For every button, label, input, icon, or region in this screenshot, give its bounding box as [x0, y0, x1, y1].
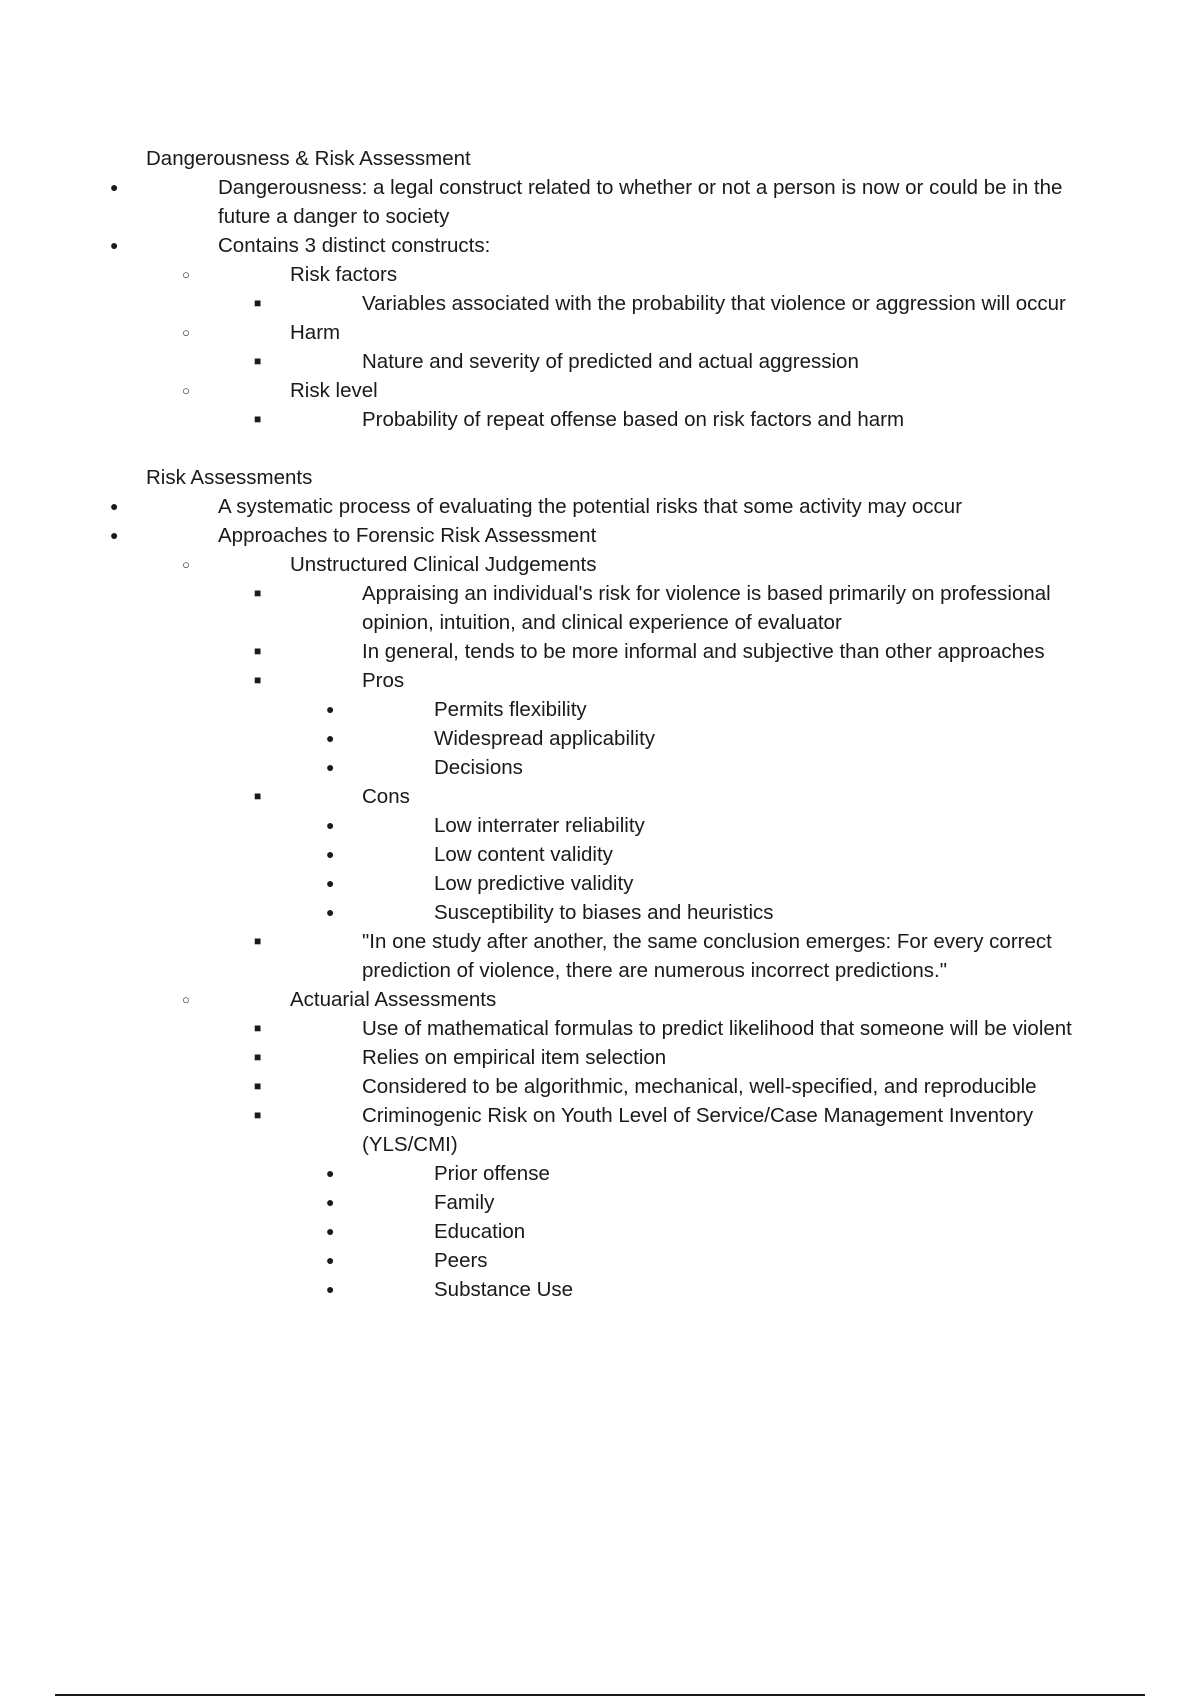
document-page	[146, 144, 1086, 1304]
list-item: ● Approaches to Forensic Risk Assessment ○ Unstructured Clinical Judgements ■ Appraising an individual's risk for violence is based primarily on professional opinion, intuition, and clinical experience of evaluator ■ In general, tends to be more informal and subjective than other approaches ■ Pros ● Permits flexibility ● Widespread applicability ● Decisions ■ Cons ● Low interrater reliability ● Low content validity ● Low predictive validity ● Susceptibility to biases and heuristics ■ "In one study after another, the same conclusion emerges: For every correct prediction of violence, there are numerous incorrect predictions." ○ Actuarial Assessments ■ Use of mathematical formulas to predict likelihood that someone will be violent ■ Relies on empirical item selection ■ Considered to be algorithmic, mechanical, well-specified, and reproducible ■ Criminogenic Risk on Youth Level of Service/Case Management Inventory (YLS/CMI) ● Prior offense ● Family ● Education ● Peers ● Substance Use	[146, 521, 1086, 1304]
list-item: ■ Variables associated with the probability that violence or aggression will occur	[290, 289, 1086, 318]
list-item: ● Low predictive validity	[362, 869, 1086, 898]
list-item: ● Low interrater reliability	[362, 811, 1086, 840]
list-item: ● Widespread applicability	[362, 724, 1086, 753]
section-title-dangerousness: Dangerousness & Risk Assessment	[146, 147, 471, 170]
list-item: ■ Pros ● Permits flexibility ● Widespread applicability ● Decisions	[290, 666, 1086, 782]
list-item: ● Family	[362, 1188, 1086, 1217]
list-item: ○ Unstructured Clinical Judgements ■ Appraising an individual's risk for violence is based primarily on professional opinion, intuition, and clinical experience of evaluator ■ In general, tends to be more informal and subjective than other approaches ■ Pros ● Permits flexibility ● Widespread applicability ● Decisions ■ Cons ● Low interrater reliability ● Low content validity ● Low predictive validity ● Susceptibility to biases and heuristics ■ "In one study after another, the same conclusion emerges: For every correct prediction of violence, there are numerous incorrect predictions."	[218, 550, 1086, 985]
list-item: ■ Relies on empirical item selection	[290, 1043, 1086, 1072]
risk-assessments-list	[146, 492, 1086, 1304]
list-item: ● Permits flexibility	[362, 695, 1086, 724]
list-item: ■ "In one study after another, the same conclusion emerges: For every correct prediction of violence, there are numerous incorrect predictions."	[290, 927, 1086, 985]
list-item: ■ Considered to be algorithmic, mechanical, well-specified, and reproducible	[290, 1072, 1086, 1101]
list-item: ● Substance Use	[362, 1275, 1086, 1304]
list-item: ● Dangerousness: a legal construct related to whether or not a person is now or could be in the future a danger to society	[146, 173, 1086, 231]
list-item: ○ Risk factors ■ Variables associated with the probability that violence or aggression will occur	[218, 260, 1086, 318]
footer-rule	[55, 1694, 1145, 1696]
list-item: ○ Risk level ■ Probability of repeat offense based on risk factors and harm	[218, 376, 1086, 434]
dangerousness-list	[146, 173, 1086, 434]
list-item: ● Education	[362, 1217, 1086, 1246]
list-item: ● A systematic process of evaluating the potential risks that some activity may occur	[146, 492, 1086, 521]
list-item: ● Contains 3 distinct constructs: ○ Risk factors ■ Variables associated with the probability that violence or aggression will occur ○ Harm ■ Nature and severity of predicted and actual aggression ○ Risk level ■ Probability of repeat offense based on risk factors and harm	[146, 231, 1086, 434]
section-title-risk-assessments: Risk Assessments	[146, 466, 313, 489]
list-item: ● Peers	[362, 1246, 1086, 1275]
list-item: ■ Nature and severity of predicted and actual aggression	[290, 347, 1086, 376]
list-item: ● Decisions	[362, 753, 1086, 782]
list-item: ○ Actuarial Assessments ■ Use of mathematical formulas to predict likelihood that someone will be violent ■ Relies on empirical item selection ■ Considered to be algorithmic, mechanical, well-specified, and reproducible ■ Criminogenic Risk on Youth Level of Service/Case Management Inventory (YLS/CMI) ● Prior offense ● Family ● Education ● Peers ● Substance Use	[218, 985, 1086, 1304]
list-item: ● Prior offense	[362, 1159, 1086, 1188]
list-item: ○ Harm ■ Nature and severity of predicted and actual aggression	[218, 318, 1086, 376]
list-item: ■ Cons ● Low interrater reliability ● Low content validity ● Low predictive validity ● Susceptibility to biases and heuristics	[290, 782, 1086, 927]
list-item: ■ Probability of repeat offense based on risk factors and harm	[290, 405, 1086, 434]
list-item: ■ Appraising an individual's risk for violence is based primarily on professional opinion, intuition, and clinical experience of evaluator	[290, 579, 1086, 637]
list-item: ● Low content validity	[362, 840, 1086, 869]
list-item: ■ Use of mathematical formulas to predict likelihood that someone will be violent	[290, 1014, 1086, 1043]
list-item: ■ Criminogenic Risk on Youth Level of Service/Case Management Inventory (YLS/CMI) ● Prior offense ● Family ● Education ● Peers ● Substance Use	[290, 1101, 1086, 1304]
list-item: ■ In general, tends to be more informal and subjective than other approaches	[290, 637, 1086, 666]
list-item: ● Susceptibility to biases and heuristics	[362, 898, 1086, 927]
